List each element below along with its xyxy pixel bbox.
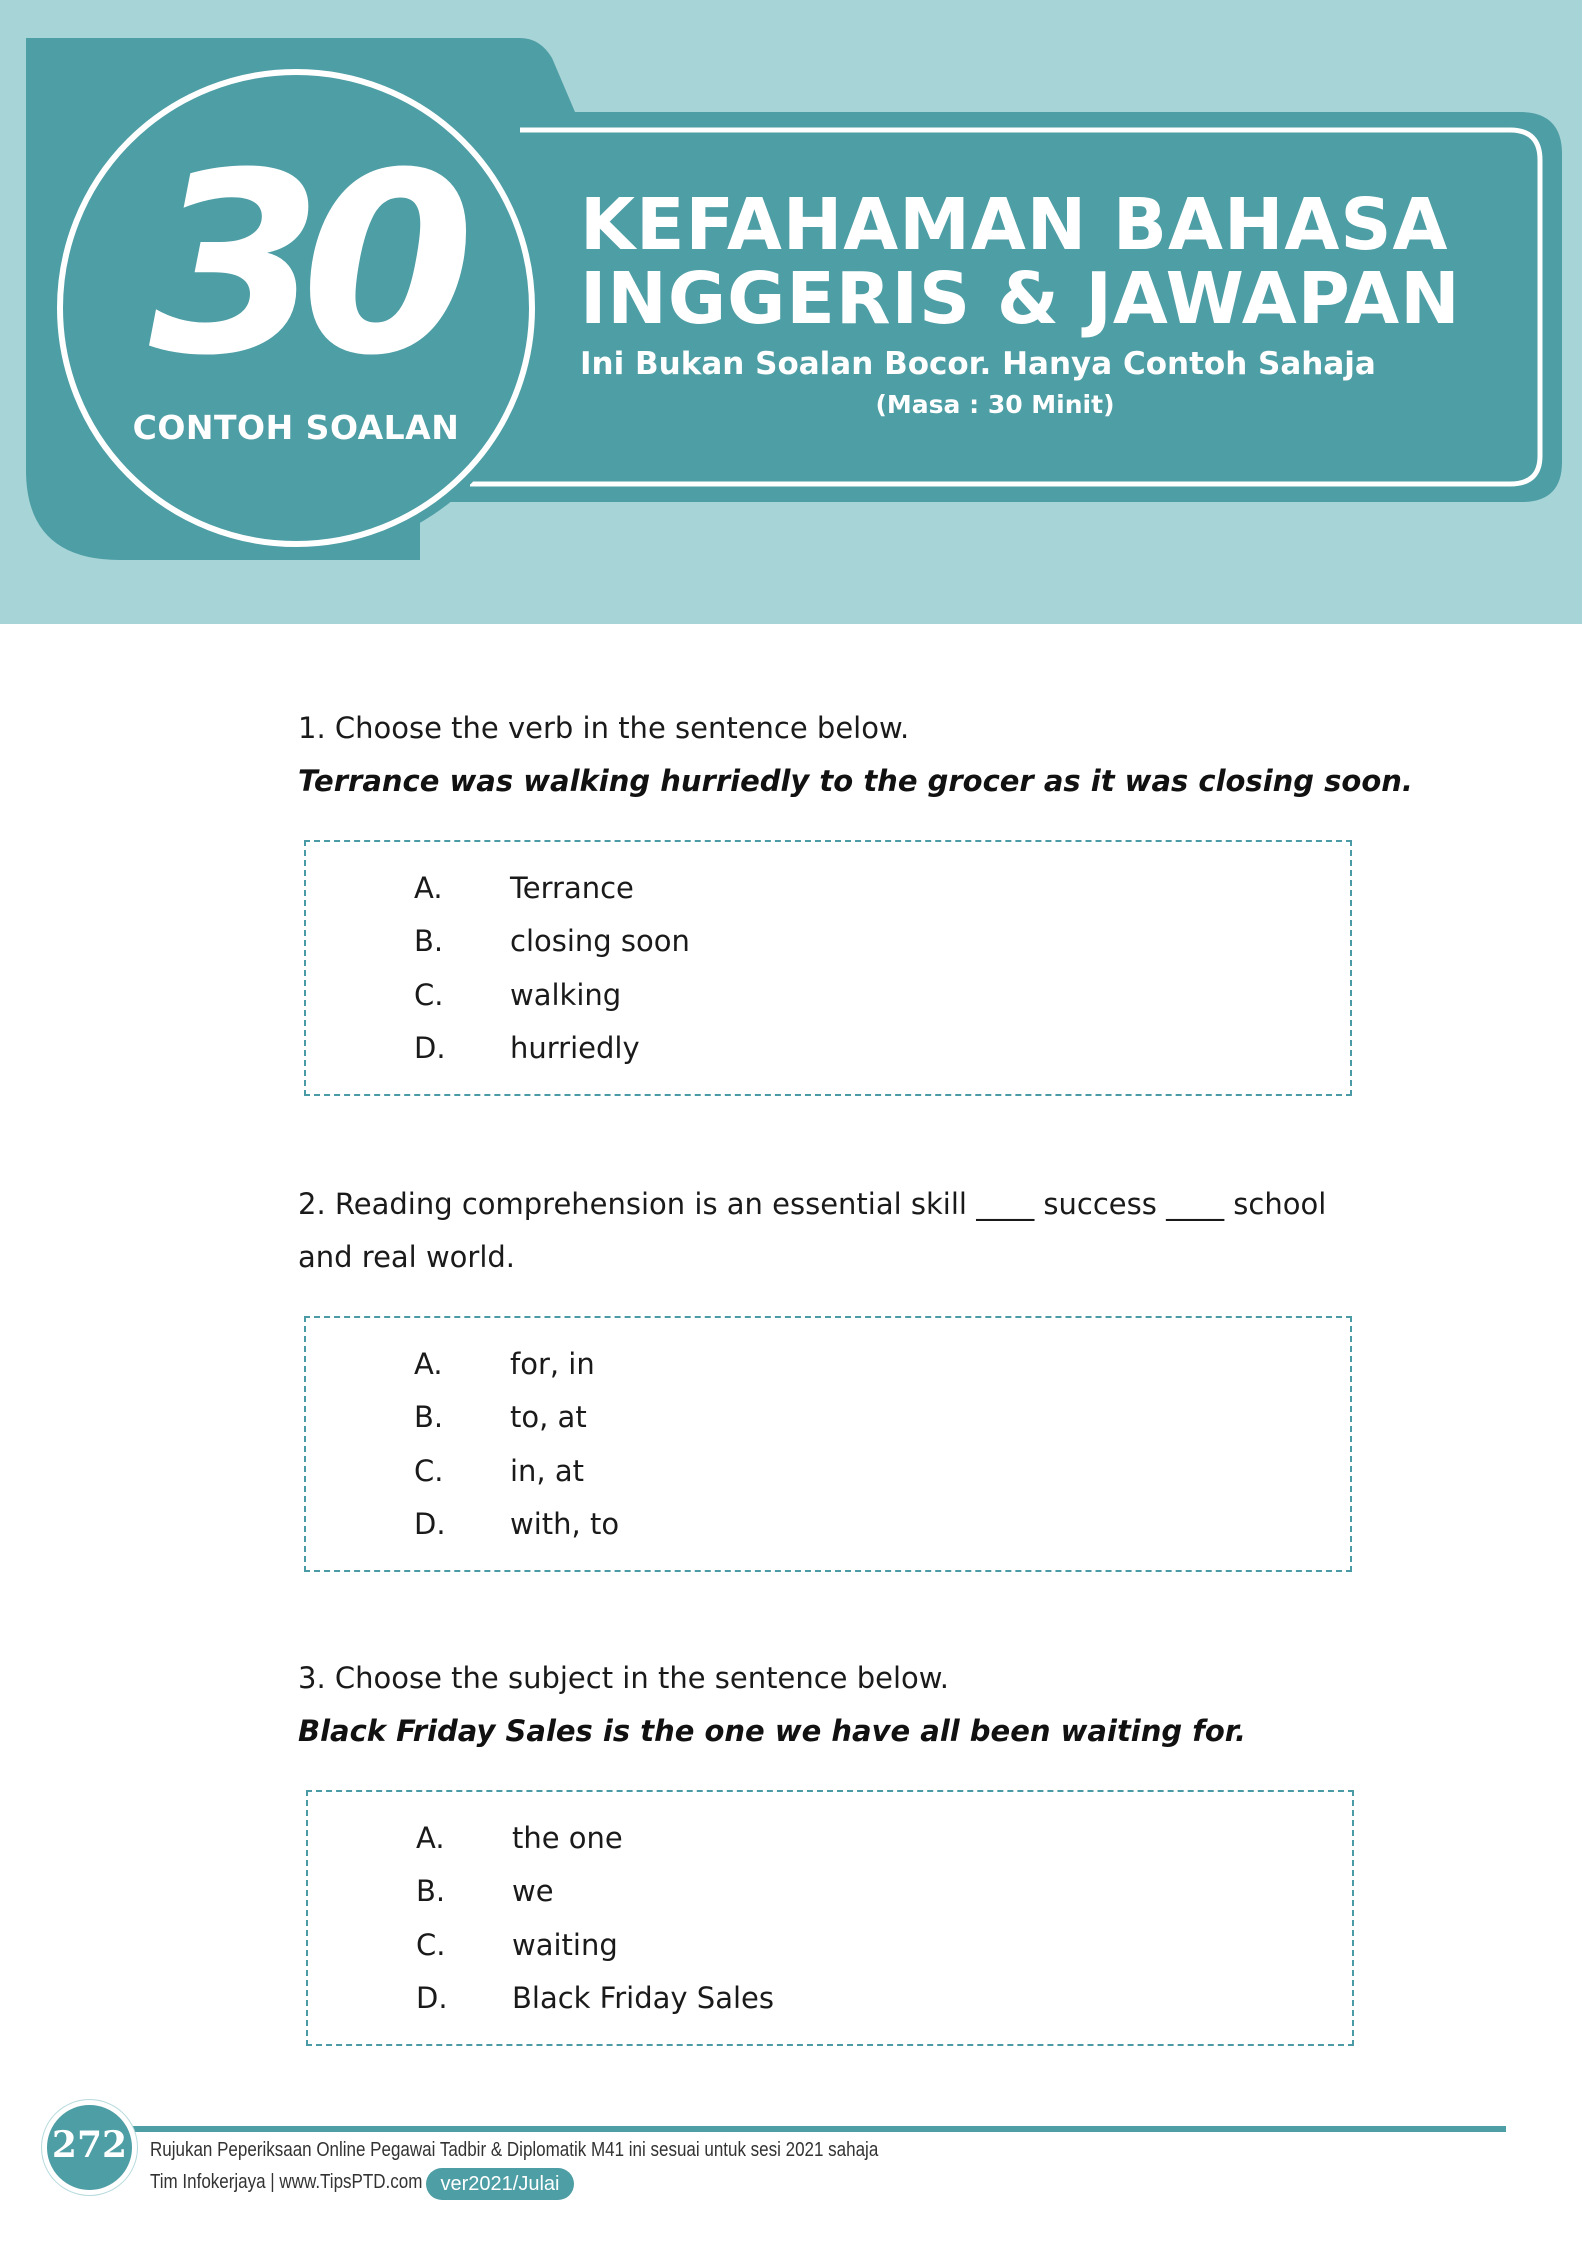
question-prompt: 3. Choose the subject in the sentence below. <box>298 1661 950 1695</box>
title-line-1: KEFAHAMAN BAHASA <box>580 183 1449 266</box>
option-letter: D. <box>414 1507 446 1541</box>
question-prompt: 1. Choose the verb in the sentence below. <box>298 711 910 745</box>
option-text: Black Friday Sales <box>512 1981 774 2015</box>
option-letter: A. <box>416 1821 445 1855</box>
option-text: waiting <box>512 1928 618 1962</box>
option-text: Terrance <box>510 871 634 905</box>
footer-rule <box>120 2126 1506 2132</box>
options-box <box>304 1316 1352 1572</box>
question-1 <box>298 702 1413 1065</box>
option-c[interactable] <box>414 1445 584 1498</box>
option-a[interactable] <box>414 862 634 915</box>
question-prompt-line-1: 2. Reading comprehension is an essential skill ____ success ____ school <box>298 1187 1327 1221</box>
time-note: (Masa : 30 Minit) <box>875 390 1115 419</box>
option-a[interactable] <box>414 1338 595 1391</box>
option-text: we <box>512 1874 554 1908</box>
option-d[interactable] <box>416 1972 774 2025</box>
version-badge: ver2021/Julai <box>426 2168 574 2200</box>
page-subtitle: Ini Bukan Soalan Bocor. Hanya Contoh Sahaja <box>580 346 1376 382</box>
option-letter: D. <box>414 1031 446 1065</box>
option-letter: C. <box>414 978 444 1012</box>
option-c[interactable] <box>414 969 621 1022</box>
options-box <box>306 1790 1354 2046</box>
option-text: hurriedly <box>510 1031 640 1065</box>
option-text: walking <box>510 978 622 1012</box>
page-title <box>580 183 1461 340</box>
option-b[interactable] <box>414 915 690 968</box>
option-d[interactable] <box>414 1498 619 1551</box>
title-line-2: INGGERIS & JAWAPAN <box>580 257 1461 340</box>
option-b[interactable] <box>414 1391 587 1444</box>
option-text: with, to <box>510 1507 620 1541</box>
page-number: 272 <box>51 2124 128 2166</box>
option-a[interactable] <box>416 1812 623 1865</box>
option-letter: D. <box>416 1981 448 2015</box>
question-prompt <box>298 1178 1352 1231</box>
question-prompt-line-2: and real world. <box>298 1240 516 1274</box>
option-letter: B. <box>414 924 444 958</box>
option-text: for, in <box>510 1347 595 1381</box>
option-b[interactable] <box>416 1865 554 1918</box>
footer-credit[interactable]: Tim Infokerjaya | www.TipsPTD.com <box>150 2171 423 2193</box>
option-text: the one <box>512 1821 623 1855</box>
question-2 <box>298 1178 1352 1541</box>
option-c[interactable] <box>416 1919 618 1972</box>
option-d[interactable] <box>414 1022 640 1075</box>
option-letter: C. <box>416 1928 446 1962</box>
badge-caption: CONTOH SOALAN <box>132 408 460 447</box>
option-text: closing soon <box>510 924 690 958</box>
option-text: in, at <box>510 1454 585 1488</box>
option-letter: C. <box>414 1454 444 1488</box>
footer-reference: Rujukan Peperiksaan Online Pegawai Tadbir & Diplomatik M41 ini sesuai untuk sesi 2021 sahaja <box>150 2139 879 2161</box>
question-3 <box>298 1652 1352 2015</box>
question-sentence: Black Friday Sales is the one we have all been waiting for. <box>298 1714 1246 1748</box>
options-box <box>304 840 1352 1096</box>
badge-number: 30 <box>149 119 453 410</box>
option-text: to, at <box>510 1400 587 1434</box>
option-letter: B. <box>414 1400 444 1434</box>
option-letter: B. <box>416 1874 446 1908</box>
option-letter: A. <box>414 871 443 905</box>
option-letter: A. <box>414 1347 443 1381</box>
question-sentence: Terrance was walking hurriedly to the grocer as it was closing soon. <box>298 764 1413 798</box>
